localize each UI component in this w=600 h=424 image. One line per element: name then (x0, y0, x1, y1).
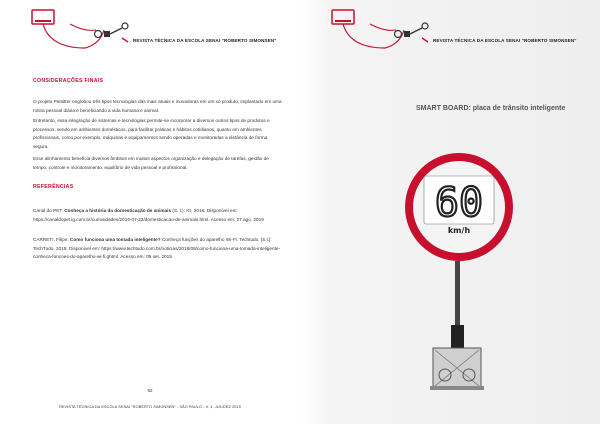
page-header (30, 8, 290, 58)
section-title-final-considerations: CONSIDERAÇÕES FINAIS (33, 78, 104, 84)
journal-logo-icon (30, 8, 140, 58)
reference-title: Como funciona uma tomada inteligente? (70, 237, 161, 242)
reference-item (33, 207, 283, 224)
journal-title: REVISTA TÉCNICA DA ESCOLA SENAI "ROBERTO SIMONSEN" (433, 38, 577, 43)
reference-author: Canal do PET. (33, 208, 65, 213)
right-page (300, 0, 600, 424)
reference-author: CARRETI, Filipe. (33, 237, 70, 242)
paragraph: Entretanto, essa integração de sistemas e tecnologias permite-se incorporar a diversos outros tipos de produtos e processos, sendo em ambientes domésticos, para facilitar práticas e hábitos cotidianos, quanto em ambientes profissionais, como por exemplo, máquinas e equipamentos sendo operadas e monitoradas a distância de forma segura. (33, 118, 270, 150)
smart-board-traffic-sign-photo (400, 150, 520, 395)
reference-title: Conheça a história da domesticação de animais (64, 208, 172, 213)
sign-speed-unit: km/h (447, 226, 471, 235)
page-footer: REVISTA TÉCNICA DA ESCOLA SENAI "ROBERTO SIMONSEN" - SÃO PAULO - V. 4, JUL/DEZ 2019 (59, 405, 241, 409)
reference-details: Conheça funções do aparelho Wi-Fi. Techtudo. [S.l.]: TechTudo, 2018. Disponível em: https://www.techtudo.com.br/noticias/2018/08/como-funciona-uma-tomada-inteligente-conheca-funcoes-do-aparelho-wi-fi.ghtml. Acesso em: 05 set. 2019. (33, 237, 281, 260)
reference-item (33, 236, 283, 262)
journal-title: REVISTA TÉCNICA DA ESCOLA SENAI "ROBERTO SIMONSEN" (133, 38, 277, 43)
section-title-references: REFERÊNCIAS (33, 184, 74, 190)
figure-caption: SMART BOARD: placa de trânsito inteligente (416, 105, 566, 112)
page-header (330, 8, 590, 58)
paragraph: O projeto Petsitter englobou três tipos tecnologias das mais atuais e inovadoras em um só produto, implantado em uma rotina pessoal diária e beneficiando a vida humana e animal. (33, 99, 282, 113)
paragraph: Esse alinhamento beneficia diversos âmbitos em muitos aspectos organização e delegação de tarefas, gestão de tempo, controle e monitoramento, equilíbrio de vida pessoal e profissional. (33, 156, 269, 170)
journal-logo-icon (330, 8, 440, 58)
sign-speed-number: 60 (434, 180, 484, 226)
reference-details: (S. l.): IG, 2016. Disponível em: https://canaldopet.ig.com.br/curiosidades/2016-07-22/domesticacao-de-animais.html. Acesso em: 27 ago. 2019 (33, 208, 264, 222)
page-number: 92 (147, 388, 153, 393)
